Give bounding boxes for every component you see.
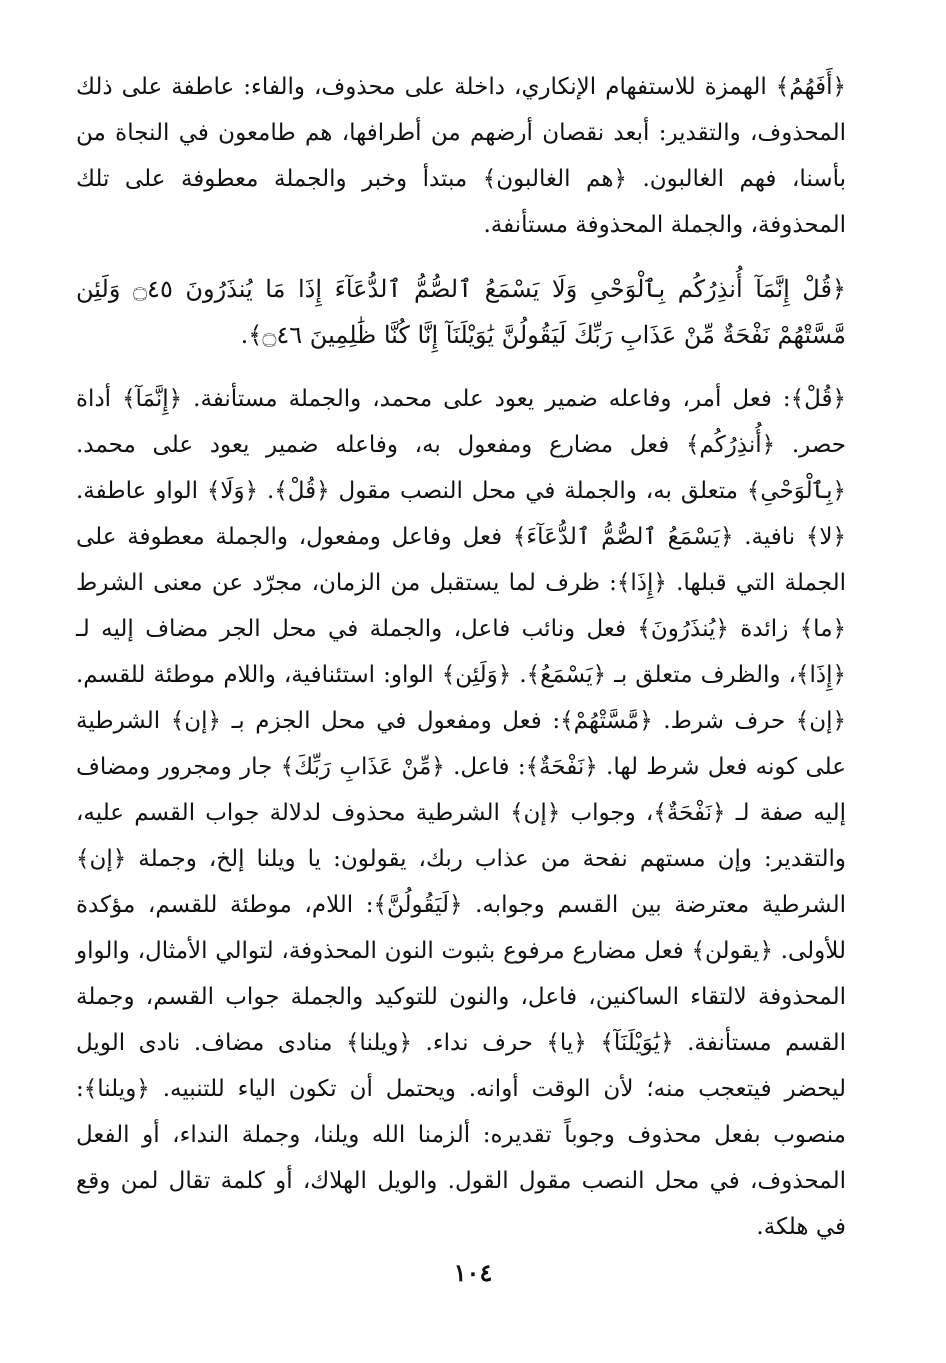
quran-verse: ﴿قُلْ إِنَّمَآ أُنذِرُكُم بِٱلْوَحْىِ وَلَا يَسْمَعُ ٱلصُّمُّ ٱلدُّعَآءَ إِذَا مَا يُنذَرُونَ ۝٤٥ وَلَئِن مَّسَّتْهُمْ نَفْحَةٌ مِّنْ عَذَابِ رَبِّكَ لَيَقُولُنَّ يَٰوَيْلَنَآ إِنَّا كُنَّا ظَٰلِمِينَ ۝٤٦﴾.	[76, 275, 846, 349]
grammar-analysis-paragraph: ﴿قُلْ﴾: فعل أمر، وفاعله ضمير يعود على محمد، والجملة مستأنفة. ﴿إِنَّمَآ﴾ أداة حصر. ﴿أُنذِرُكُم﴾ فعل مضارع ومفعول به، وفاعله ضمير يعود على محمد. ﴿بِٱلْوَحْىِ﴾ متعلق به، والجملة في محل النصب مقول ﴿قُلْ﴾. ﴿وَلَا﴾ الواو عاطفة. ﴿لا﴾ نافية. ﴿يَسْمَعُ ٱلصُّمُّ ٱلدُّعَآءَ﴾ فعل وفاعل ومفعول، والجملة معطوفة على الجملة التي قبلها. ﴿إِذَا﴾: ظرف لما يستقبل من الزمان، مجرّد عن معنى الشرط ﴿ما﴾ زائدة ﴿يُنذَرُونَ﴾ فعل ونائب فاعل، والجملة في محل الجر مضاف إليه لـ ﴿إِذَا﴾، والظرف متعلق بـ ﴿يَسْمَعُ﴾. ﴿وَلَئِن﴾ الواو: استئنافية، واللام موطئة للقسم. ﴿إن﴾ حرف شرط. ﴿مَّسَّتْهُمْ﴾: فعل ومفعول في محل الجزم بـ ﴿إن﴾ الشرطية على كونه فعل شرط لها. ﴿نَفْحَةٌ﴾: فاعل. ﴿مِّنْ عَذَابِ رَبِّكَ﴾ جار ومجرور ومضاف إليه صفة لـ ﴿نَفْحَةٌ﴾، وجواب ﴿إن﴾ الشرطية محذوف لدلالة جواب القسم عليه، والتقدير: وإن مستهم نفحة من عذاب ربك، يقولون: يا ويلنا إلخ، وجملة ﴿إن﴾ الشرطية معترضة بين القسم وجوابه. ﴿لَيَقُولُنَّ﴾: اللام، موطئة للقسم، مؤكدة للأولى. ﴿يقولن﴾ فعل مضارع مرفوع بثبوت النون المحذوفة، لتوالي الأمثال، والواو المحذوفة لالتقاء الساكنين، فاعل، والنون للتوكيد والجملة جواب القسم، وجملة القسم مستأنفة. ﴿يَٰوَيْلَنَآ﴾ ﴿يا﴾ حرف نداء. ﴿ويلنا﴾ منادى مضاف. نادى الويل ليحضر فيتعجب منه؛ لأن الوقت أوانه. ويحتمل أن تكون الياء للتنبيه. ﴿ويلنا﴾: منصوب بفعل محذوف وجوباً تقديره: ألزمنا الله ويلنا، وجملة النداء، أو الفعل المحذوف، في محل النصب مقول القول. والويل الهلاك، أو كلمة تقال لمن وقع في هلكة.	[76, 386, 846, 1240]
page-number: ١٠٤	[453, 1258, 493, 1287]
intro-paragraph: ﴿أَفَهُمُ﴾ الهمزة للاستفهام الإنكاري، داخلة على محذوف، والفاء: عاطفة على ذلك المحذوف، والتقدير: أبعد نقصان أرضهم من أطرافها، هم طامعون في النجاة من بأسنا، فهم الغالبون. ﴿هم الغالبون﴾ مبتدأ وخبر والجملة معطوفة على تلك المحذوفة، والجملة المحذوفة مستأنفة.	[76, 74, 846, 238]
page-body	[76, 64, 846, 1250]
